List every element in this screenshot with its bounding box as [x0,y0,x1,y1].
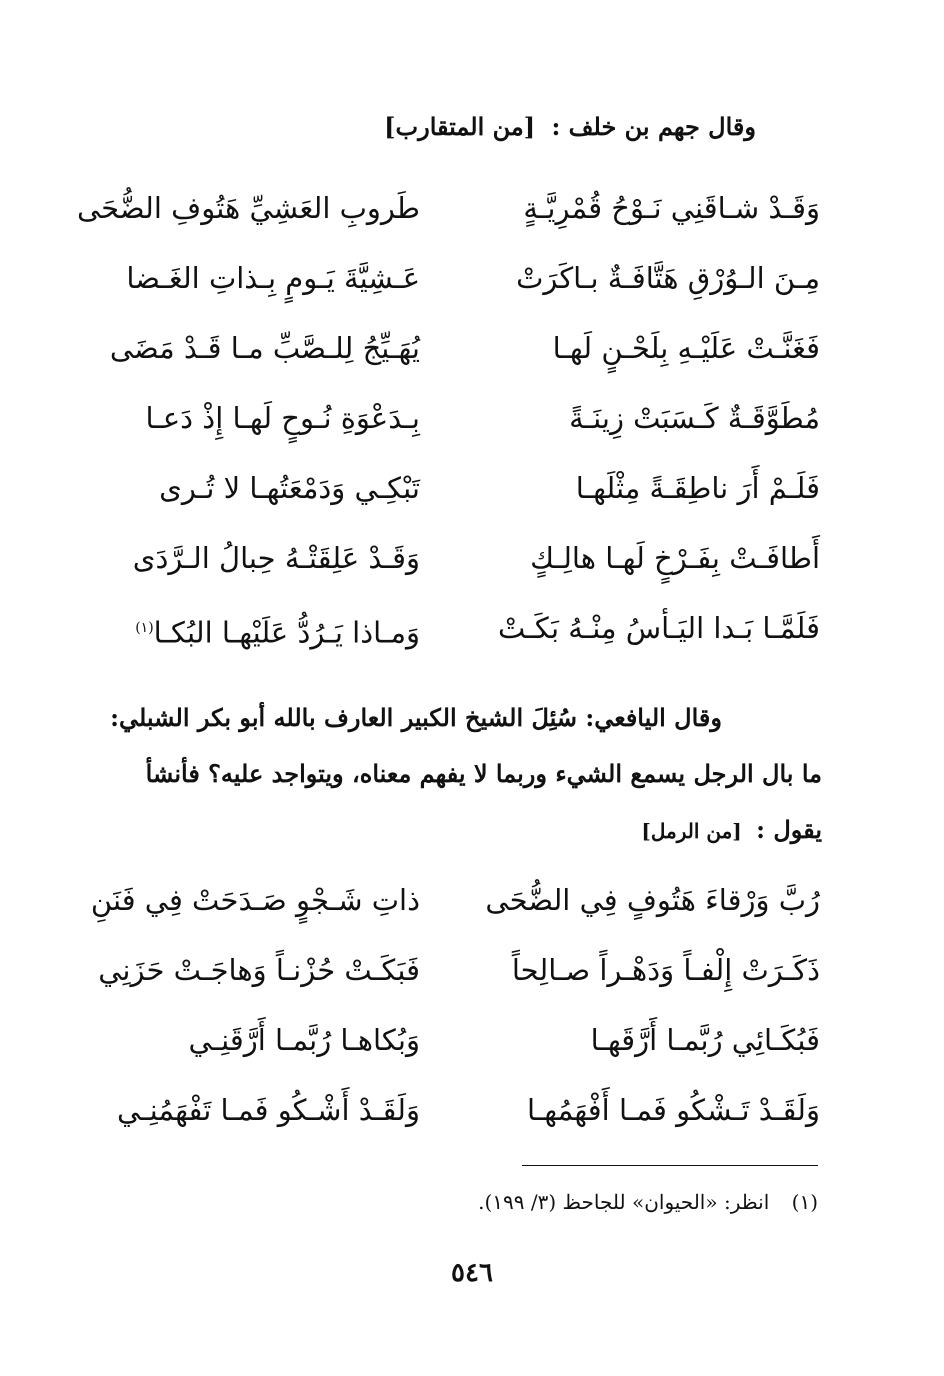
poem-1-intro-text: وقال جهم بن خلف : [551,112,756,141]
second-hemistich: تَبْكِـي وَدَمْعَتُهـا لا تُـرى [159,471,420,505]
verse [100,256,820,326]
footnote-text: انظر: «الحيوان» للجاحظ (٣/ ١٩٩). [478,1190,770,1214]
verse [100,396,820,466]
first-hemistich: فَلَـمْ أَرَ ناطِقَـةً مِثْلَهـا [575,471,820,505]
verse [100,606,820,676]
verse [100,1018,820,1088]
poem-1 [77,186,820,676]
first-hemistich: فَبُكَـائِي رُبَّمـا أَرَّقَهـا [590,1023,820,1057]
second-hemistich: يُهَـيِّجُ لِلـصَّبِّ مـا قَـدْ مَضَى [109,331,420,365]
first-hemistich: مُطَوَّقَـةٌ كَـسَبَتْ زِينَـةً [569,401,820,435]
prose-line: ما بال الرجل يسمع الشيء وربما لا يفهم معناه، ويتواجد عليه؟ فأنشأ [145,759,822,788]
poem-1-meter: [من المتقارب] [384,112,536,141]
verse [77,186,820,256]
prose-paragraph [100,690,822,859]
first-hemistich: مِـنَ الـوُرْقِ هَتَّافَـةٌ بـاكَرَتْ [516,261,820,295]
second-hemistich: بِـدَعْوَةِ نُـوحٍ لَهـا إِذْ دَعـا [145,401,420,435]
first-hemistich: فَغَنَّـتْ عَلَيْـهِ بِلَحْـنٍ لَهـا [552,331,820,365]
first-hemistich: فَلَمَّـا بَـدا اليَـأسُ مِنْـهُ بَكَـتْ [497,611,820,645]
poem-2 [90,878,820,1158]
second-hemistich: وَلَقَـدْ أَشْـكُو فَمـا تَفْهَمُنِـي [117,1093,420,1127]
first-hemistich: وَقَـدْ شـاقَنِي نَـوْحُ قُمْرِيَّـةٍ [523,191,820,225]
poem-2-meter: [من الرمل] [641,819,742,843]
prose-line [100,802,822,859]
page-number: ٥٤٦ [451,1258,493,1288]
second-hemistich: عَـشِيَّةَ يَـومٍ بِـذاتِ الغَـضا [126,261,420,295]
footnote [478,1190,818,1214]
first-hemistich: ذَكَـرَتْ إِلْفـاً وَدَهْـراً صـالِحاً [511,953,820,987]
verse [100,536,820,606]
second-hemistich: وَبُكاهـا رُبَّمـا أَرَّقَنِـي [188,1023,420,1057]
second-hemistich: وَقَـدْ عَلِقَتْـهُ حِبالُ الـرَّدَى [132,541,420,575]
second-hemistich-text: وَمـاذا يَـرُدُّ عَلَيْهـا البُكـا [153,615,420,650]
verse [100,326,820,396]
prose-line: وقال اليافعي: سُئِلَ الشيخ الكبير العارف بالله أبو بكر الشبلي: [110,703,722,732]
verse [100,1088,820,1158]
verse [100,466,820,536]
first-hemistich: أَطافَـتْ بِفَـرْخٍ لَهـا هالِـكٍ [530,541,820,575]
first-hemistich: رُبَّ وَرْقاءَ هَتُوفٍ فِي الضُّحَى [485,883,820,917]
second-hemistich: ذاتِ شَـجْوٍ صَـدَحَتْ فِي فَنَنِ [90,883,420,917]
footnote-reference[interactable]: (١) [135,620,154,636]
first-hemistich: وَلَقَـدْ تَـشْكُو فَمـا أَفْهَمُهـا [526,1093,820,1127]
second-hemistich [100,606,420,655]
verse [90,878,820,948]
verse [100,948,820,1018]
second-hemistich: فَبَكَـتْ حُزْنـاً وَهاجَـتْ حَزَنِي [98,953,420,987]
footnote-number: (١) [791,1190,818,1214]
footnote-divider [522,1165,818,1166]
prose-line-text: يقول : [756,815,822,844]
poem-1-intro [384,112,756,141]
second-hemistich: طَروبِ العَشِيِّ هَتُوفِ الضُّحَى [77,191,420,225]
